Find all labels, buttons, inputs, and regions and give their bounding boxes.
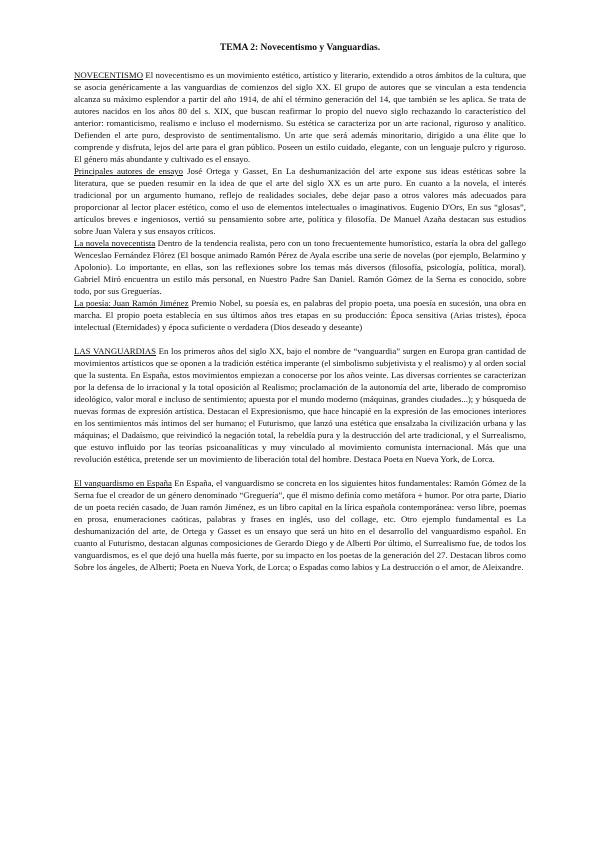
section-heading-vanguardismo-espana: El vanguardismo en España xyxy=(74,478,172,488)
section-heading-novela-novecentista: La novela novecentista xyxy=(74,238,156,248)
section-body-novecentismo: El novecentismo es un movimiento estético, artístico y literario, extendido a otros ámbitos de la cultura, que se asocia genéricamente a las vanguardias de comienzos del siglo XX. El grupo de autores que se vinculan a esta tendencia alcanza su máximo esplendor a partir del año 1914, de ahí el término generación del 14, que también se les aplica. Se trata de autores nacidos en los años 80 del s. XIX, que buscan reafirmar lo propio del nuevo siglo rechazando lo característico del anterior: romanticismo, realismo e incluso el modernismo. Su estética se caracteriza por un arte racional, riguroso y analítico. Defienden el arte puro, desprovisto de sentimentalismo. Un arte que será además minoritario, dirigido a una élite que lo comprende y disfruta, lejos del arte para el gran público. Poseen un estilo cuidado, elegante, con un lenguaje pulcro y riguroso. El género más abundante y cultivado es el ensayo. xyxy=(74,70,526,164)
paragraph-poesia-jrj xyxy=(74,297,526,333)
document-title: TEMA 2: Novecentismo y Vanguardias. xyxy=(219,43,381,53)
section-body-novela-novecentista: Dentro de la tendencia realista, pero con un tono frecuentemente humorístico, estaría la obra del gallego Wenceslao Fernández Flórez (El bosque animado Ramón Pérez de Ayala escribe una serie de novelas (por ejemplo, Belarmino y Apolonio). Lo importante, en ellas, son las reflexiones sobre los temas más diversos (filosofía, psicología, política, moral). Gabriel Miró encuentra un estilo más personal, en Nuestro Padre San Daniel. Ramón Gómez de la Serna es conocido, sobre todo, por sus Greguerías. xyxy=(74,238,526,296)
section-heading-vanguardias: LAS VANGUARDIAS xyxy=(74,346,157,356)
section-body-poesia-jrj: Premio Nobel, su poesía es, en palabras del propio poeta, una poesía en sucesión, una obra en marcha. El propio poeta establecía en sus últimos años tres etapas en su producción: Época sensitiva (Arias tristes), época intelectual (Eternidades) y época suficiente o verdadera (Dios deseado y deseante) xyxy=(74,298,526,332)
section-body-vanguardismo-espana: En España, el vanguardismo se concreta en los siguientes hitos fundamentales: Ramón Gómez de la Serna fue el creador de un género denominado “Greguería”, que él mismo definía como metáfora + humor. Por otra parte, Diario de un poeta recién casado, de Juan ramón Jiménez, es un libro capital en la lírica española contemporánea: verso libre, poemas en prosa, enumeraciones caóticas, palabras y frases en inglés, uso del collage, etc. Otro ejemplo fundamental es La deshumanización del arte, de Ortega y Gasset es un ensayo que será un hito en el desarrollo del vanguardismo español. En cuanto al Futurismo, destacan algunas composiciones de Gerardo Diego y de Alberti Por último, el Surrealismo fue, de todos los vanguardismos, es el que dejó una huella más fuerte, por su impacto en los poetas de la generación del 27. Destacan libros como Sobre los ángeles, de Alberti; Poeta en Nueva York, de Lorca; o Espadas como labios y La destrucción o el amor, de Aleixandre. xyxy=(74,478,526,572)
paragraph-vanguardismo-espana xyxy=(74,477,526,573)
paragraph-vanguardias xyxy=(74,345,526,465)
paragraph-autores-ensayo xyxy=(74,165,526,237)
paragraph-novecentismo xyxy=(74,69,526,165)
section-body-autores-ensayo: José Ortega y Gasset, En La deshumanización del arte expone sus ideas estéticas sobre la literatura, que se pueden resumir en la idea de que el arte del siglo XX es un arte puro. En cuanto a la novela, el interés tradicional por un argumento humano, reflejo de realidades sociales, debe dejar paso a otros valores más adecuados para proporcionar al lector placer estético, como el uso de elementos intelectuales o imaginativos. Eugenio D'Ors, En sus “glosas”, artículos breves e ingeniosos, vertió su pensamiento sobre arte, política y filosofía. De Manuel Azaña destacan sus estudios sobre Juan Valera y sus ensayos críticos. xyxy=(74,166,527,236)
paragraph-novela-novecentista xyxy=(74,237,526,297)
section-heading-novecentismo: NOVECENTISMO xyxy=(74,70,144,80)
section-heading-poesia-jrj: La poesía: Juan Ramón Jiménez xyxy=(74,298,189,308)
section-body-vanguardias: En los primeros años del siglo XX, bajo el nombre de “vanguardia” surgen en Europa gran cantidad de movimientos artísticos que se oponen a la tradición estética imperante (el simbolismo subjetivista y el realismo) y al orden social que la sustenta. En España, estos movimientos empiezan a conocerse por los años veinte. Las diversas corrientes se caracterizan por la defensa de lo irracional y la total oposición al Realismo; proclamación de la autonomía del arte, liberado de compromiso ideológico, valor moral e incluso de sentimiento; apuesta por el mundo moderno (máquinas, grandes ciudades...); y búsqueda de nuevas formas de expresión artística. Destacan el Expresionismo, que hace hincapié en la expresión de las emociones interiores en los sentimientos más íntimos del ser humano; el Futurismo, que lanzó una estética que ensalzaba la civilización urbana y las máquinas; el Dadaísmo, que reivindicó la negación total, la rebeldía pura y la destrucción del arte tradicional, y el Surrealismo, que estuvo influido por las teorías psicoanalíticas y muy vinculado al movimiento comunista internacional. Más que una revolución estética, pretende ser un movimiento de liberación total del hombre. Destaca Poeta en Nueva York, de Lorca. xyxy=(74,346,526,464)
section-heading-autores-ensayo: Principales autores de ensayo xyxy=(74,166,183,176)
